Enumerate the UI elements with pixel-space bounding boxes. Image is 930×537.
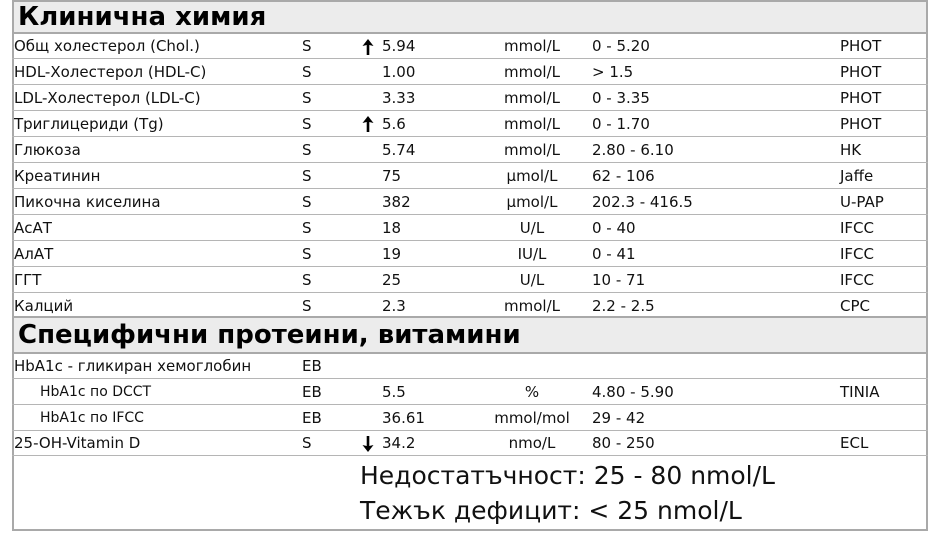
result-unit: nmo/L <box>508 434 556 452</box>
specimen-code: S <box>302 37 312 55</box>
test-name: Пикочна киселина <box>14 193 161 211</box>
specimen-code: S <box>302 167 312 185</box>
result-flag <box>362 431 376 457</box>
table-row <box>12 267 928 293</box>
specimen-code: S <box>302 63 312 81</box>
reference-range: 4.80 - 5.90 <box>592 383 674 401</box>
result-value: 3.33 <box>382 89 416 107</box>
table-row <box>12 379 928 405</box>
reference-range: 0 - 41 <box>592 245 636 263</box>
result-flag <box>362 354 376 380</box>
method-code: PHOT <box>840 63 882 81</box>
result-unit: mmol/L <box>504 297 560 315</box>
result-flag <box>362 189 376 215</box>
result-value: 19 <box>382 245 402 263</box>
method-code: IFCC <box>840 219 874 237</box>
note-insufficiency: Недостатъчност: 25 - 80 nmol/L <box>360 461 775 490</box>
result-value: 5.74 <box>382 141 416 159</box>
reference-range: 0 - 5.20 <box>592 37 650 55</box>
result-unit: % <box>524 383 540 401</box>
table-row <box>12 111 928 137</box>
reference-range: 62 - 106 <box>592 167 655 185</box>
reference-range: 2.80 - 6.10 <box>592 141 674 159</box>
test-name: АлАТ <box>14 245 54 263</box>
result-flag <box>362 85 376 111</box>
result-value: 36.61 <box>382 409 425 427</box>
section-header-clinical-chemistry: Клинична химия <box>12 0 928 34</box>
test-name: ГГТ <box>14 271 42 289</box>
result-value: 75 <box>382 167 402 185</box>
result-value: 1.00 <box>382 63 416 81</box>
test-name: Общ холестерол (Chol.) <box>14 37 200 55</box>
result-unit: U/L <box>519 219 545 237</box>
result-unit: µmol/L <box>506 167 558 185</box>
specimen-code: S <box>302 245 312 263</box>
table-row <box>12 137 928 163</box>
table-row <box>12 431 928 456</box>
specimen-code: S <box>302 219 312 237</box>
reference-range: 2.2 - 2.5 <box>592 297 655 315</box>
result-value: 382 <box>382 193 411 211</box>
method-code: PHOT <box>840 37 882 55</box>
table-row <box>12 405 928 431</box>
method-code: IFCC <box>840 245 874 263</box>
table-row <box>12 241 928 267</box>
reference-range: > 1.5 <box>592 63 634 81</box>
section-header-proteins-vitamins: Специфични протеини, витамини <box>12 316 928 354</box>
result-unit: mmol/mol <box>494 409 570 427</box>
table-row <box>12 59 928 85</box>
method-code: HK <box>840 141 862 159</box>
result-flag <box>362 215 376 241</box>
result-flag <box>362 163 376 189</box>
result-value: 5.5 <box>382 383 406 401</box>
result-flag <box>362 379 376 405</box>
test-name: HbA1c по DCCT <box>40 384 152 400</box>
method-code: Jaffe <box>840 167 874 185</box>
test-name: HbA1c по IFCC <box>40 410 144 426</box>
reference-range: 202.3 - 416.5 <box>592 193 693 211</box>
result-value: 2.3 <box>382 297 406 315</box>
note-severe-deficiency: Тежък дефицит: < 25 nmol/L <box>360 496 742 525</box>
result-flag <box>362 405 376 431</box>
table-row <box>12 189 928 215</box>
test-name: АсАТ <box>14 219 52 237</box>
result-value: 18 <box>382 219 402 237</box>
specimen-code: S <box>302 434 312 452</box>
specimen-code: EB <box>302 383 322 401</box>
result-flag <box>362 267 376 293</box>
specimen-code: S <box>302 141 312 159</box>
reference-range: 29 - 42 <box>592 409 646 427</box>
method-code: TINIA <box>840 383 880 401</box>
specimen-code: S <box>302 89 312 107</box>
method-code: IFCC <box>840 271 874 289</box>
test-name: Глюкоза <box>14 141 81 159</box>
table-row <box>12 85 928 111</box>
arrow-down-icon <box>362 436 374 452</box>
specimen-code: S <box>302 193 312 211</box>
method-code: PHOT <box>840 115 882 133</box>
result-flag <box>362 111 376 137</box>
result-value: 25 <box>382 271 402 289</box>
specimen-code: S <box>302 271 312 289</box>
result-unit: mmol/L <box>504 37 560 55</box>
table-row <box>12 215 928 241</box>
result-flag <box>362 137 376 163</box>
arrow-up-icon <box>362 39 374 55</box>
reference-range: 80 - 250 <box>592 434 655 452</box>
result-value: 5.94 <box>382 37 416 55</box>
method-code: PHOT <box>840 89 882 107</box>
table-row <box>12 34 928 59</box>
reference-range: 0 - 40 <box>592 219 636 237</box>
result-flag <box>362 59 376 85</box>
result-unit: µmol/L <box>506 193 558 211</box>
test-name: HbA1c - гликиран хемоглобин <box>14 357 252 375</box>
test-name: LDL-Холестерол (LDL-C) <box>14 89 201 107</box>
test-name: 25-OH-Vitamin D <box>14 434 141 452</box>
specimen-code: EB <box>302 357 322 375</box>
result-value: 34.2 <box>382 434 416 452</box>
table-row <box>12 354 928 379</box>
method-code: ECL <box>840 434 869 452</box>
reference-range: 0 - 1.70 <box>592 115 650 133</box>
result-unit: mmol/L <box>504 141 560 159</box>
method-code: CPC <box>840 297 870 315</box>
specimen-code: S <box>302 297 312 315</box>
result-flag <box>362 34 376 60</box>
test-name: HDL-Холестерол (HDL-C) <box>14 63 207 81</box>
result-unit: mmol/L <box>504 115 560 133</box>
reference-range: 0 - 3.35 <box>592 89 650 107</box>
result-value: 5.6 <box>382 115 406 133</box>
method-code: U-PAP <box>840 193 884 211</box>
test-name: Триглицериди (Tg) <box>14 115 164 133</box>
result-unit: mmol/L <box>504 63 560 81</box>
reference-range: 10 - 71 <box>592 271 646 289</box>
test-name: Калций <box>14 297 74 315</box>
arrow-up-icon <box>362 116 374 132</box>
result-unit: U/L <box>519 271 545 289</box>
test-name: Креатинин <box>14 167 101 185</box>
table-row <box>12 163 928 189</box>
result-unit: mmol/L <box>504 89 560 107</box>
specimen-code: EB <box>302 409 322 427</box>
result-flag <box>362 241 376 267</box>
specimen-code: S <box>302 115 312 133</box>
result-unit: IU/L <box>517 245 547 263</box>
